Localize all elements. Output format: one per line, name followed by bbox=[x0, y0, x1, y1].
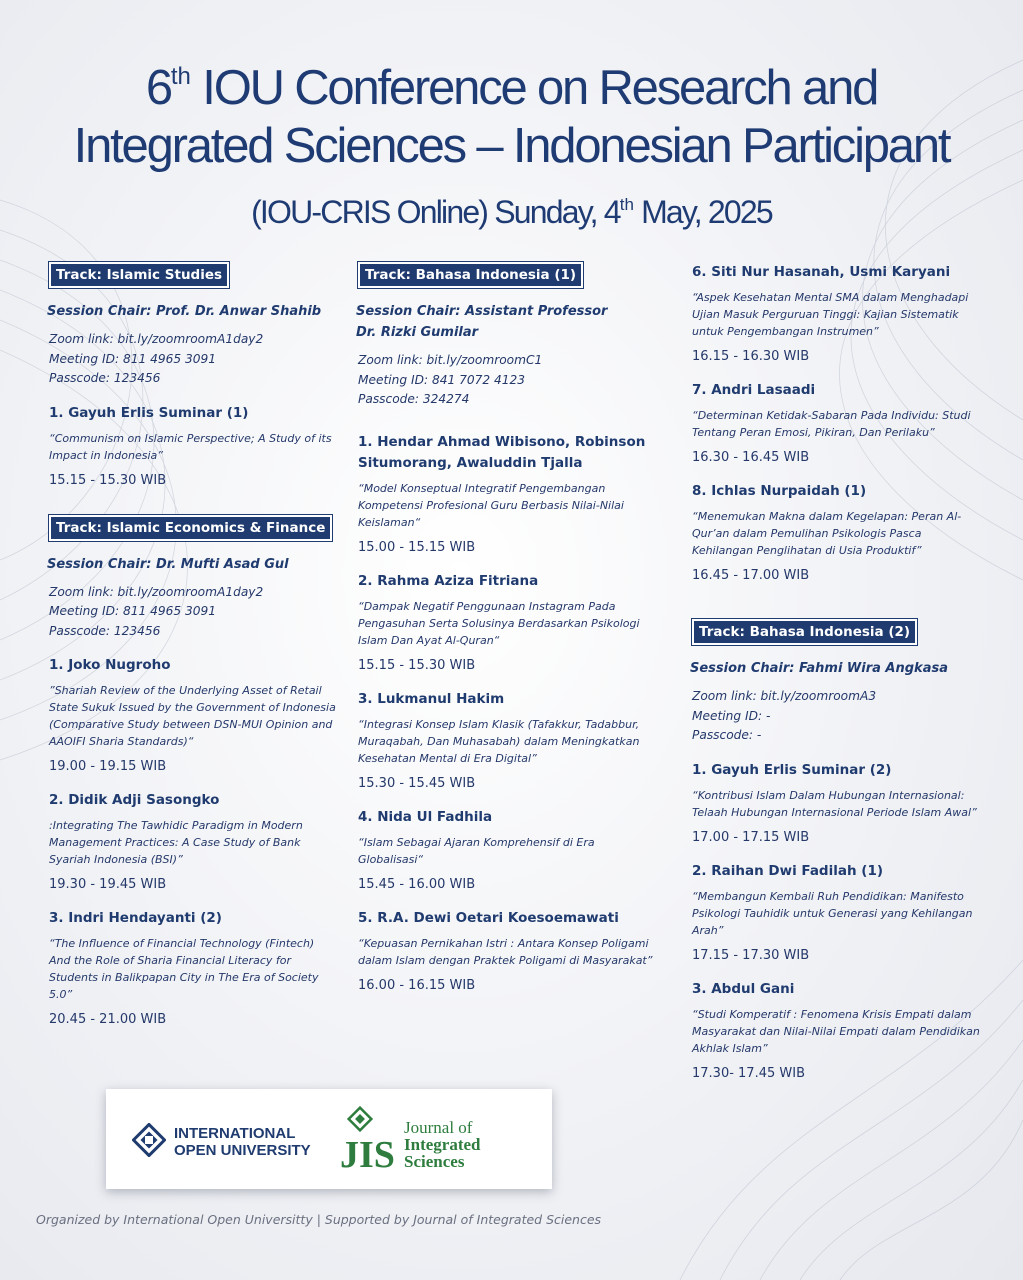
session-chair-line-2: Dr. Rizki Gumilar bbox=[356, 325, 479, 340]
column-3 bbox=[690, 262, 980, 1083]
presenter-name: 5. R.A. Dewi Oetari Koesoemawati bbox=[358, 909, 619, 926]
jis-wordmark-line-2: Integrated bbox=[404, 1135, 481, 1154]
presenter-item bbox=[49, 790, 337, 894]
presenter-name: 7. Andri Lasaadi bbox=[692, 382, 816, 398]
passcode: Passcode: 324274 bbox=[358, 392, 470, 406]
presenter-name: 8. Ichlas Nurpaidah (1) bbox=[692, 483, 867, 499]
presentation-title: “Membangun Kembali Ruh Pendidikan: Manifesto Psikologi Tauhidik untuk Generasi yang Kehilangan Arah” bbox=[692, 889, 973, 937]
presentation-title: “Kepuasan Pernikahan Istri : Antara Konsep Poligami dalam Islam dengan Praktek Poligami di Masyarakat” bbox=[358, 936, 653, 967]
subtitle-superscript: th bbox=[619, 195, 634, 214]
zoom-link[interactable]: Zoom link: bit.ly/zoomroomA3 bbox=[692, 689, 877, 703]
presentation-title: ”Shariah Review of the Underlying Asset of Retail State Sukuk Issued by the Government of Indonesia (Comparative Study between DSN-MUI Opinion and AAOIFI Sharia Standards)“ bbox=[49, 684, 336, 748]
meeting-info bbox=[358, 351, 656, 410]
presentation-time: 15.15 - 15.30 WIB bbox=[358, 657, 476, 673]
presentation-time: 16.00 - 16.15 WIB bbox=[358, 977, 476, 993]
presenter-name: 6. Siti Nur Hasanah, Usmi Karyani bbox=[692, 264, 951, 280]
passcode: Passcode: 123456 bbox=[49, 623, 161, 638]
title-number: 6 bbox=[145, 61, 171, 115]
jis-wordmark-line-1: Journal of bbox=[404, 1118, 473, 1137]
presenter-item bbox=[49, 403, 337, 490]
zoom-link[interactable]: Zoom link: bit.ly/zoomroomA1day2 bbox=[49, 584, 264, 599]
meeting-info bbox=[49, 330, 337, 389]
jis-wordmark-line-3: Sciences bbox=[404, 1152, 465, 1171]
presentation-time: 20.45 - 21.00 WIB bbox=[49, 1012, 167, 1027]
presentation-time: 19.00 - 19.15 WIB bbox=[49, 759, 167, 774]
passcode: Passcode: 123456 bbox=[49, 371, 161, 385]
track-badge-bahasa-indonesia-2: Track: Bahasa Indonesia (2) bbox=[692, 619, 917, 645]
jis-wordmark bbox=[404, 1119, 480, 1170]
presentation-time: 16.30 - 16.45 WIB bbox=[692, 450, 810, 465]
track-badge-islamic-economics: Track: Islamic Economics & Finance bbox=[49, 515, 332, 541]
presentation-title: “Determinan Ketidak-Sabaran Pada Individu: Studi Tentang Peran Emosi, Pikiran, Dan Perilaku” bbox=[692, 409, 971, 439]
iou-wordmark bbox=[174, 1125, 311, 1159]
meeting-info bbox=[49, 583, 337, 642]
page-header bbox=[0, 48, 1023, 232]
presenter-name: 1. Gayuh Erlis Suminar (2) bbox=[692, 761, 892, 778]
session-chair: Session Chair: Fahmi Wira Angkasa bbox=[690, 661, 948, 676]
meeting-id: Meeting ID: 811 4965 3091 bbox=[49, 604, 217, 618]
iou-wordmark-line-1: INTERNATIONAL bbox=[174, 1125, 296, 1142]
presentation-title: “Communism on Islamic Perspective; A Study of its Impact in Indonesia” bbox=[49, 431, 332, 462]
zoom-link[interactable]: Zoom link: bit.ly/zoomroomA1day2 bbox=[49, 332, 264, 346]
presentation-time: 19.30 - 19.45 WIB bbox=[49, 877, 167, 892]
session-chair: Session Chair: Prof. Dr. Anwar Shahib bbox=[47, 304, 322, 319]
presenter-item bbox=[692, 262, 980, 366]
presentation-time: 17.00 - 17.15 WIB bbox=[692, 829, 810, 845]
presentation-time: 17.30- 17.45 WIB bbox=[692, 1065, 805, 1081]
presentation-time: 15.15 - 15.30 WIB bbox=[49, 472, 167, 488]
presenter-name: 2. Didik Adji Sasongko bbox=[49, 792, 220, 808]
presenter-name: 1. Hendar Ahmad Wibisono, Robinson Situmorang, Awaluddin Tjalla bbox=[358, 433, 646, 471]
presenter-name: 4. Nida Ul Fadhila bbox=[358, 808, 493, 825]
presentation-time: 17.15 - 17.30 WIB bbox=[692, 947, 810, 963]
column-2 bbox=[356, 262, 656, 995]
track-badge-bahasa-indonesia-1: Track: Bahasa Indonesia (1) bbox=[358, 262, 583, 288]
iou-emblem-icon bbox=[132, 1123, 166, 1157]
presentation-title: “Islam Sebagai Ajaran Komprehensif di Era Globalisasi“ bbox=[358, 835, 595, 866]
presentation-time: 15.45 - 16.00 WIB bbox=[358, 876, 476, 892]
zoom-link[interactable]: Zoom link: bit.ly/zoomroomC1 bbox=[358, 353, 543, 367]
presentation-title: “Studi Komperatif : Fenomena Krisis Empati dalam Masyarakat dan Nilai-Nilai Empati dalam Pendidikan Akhlak Islam” bbox=[692, 1007, 980, 1055]
footer-credits: Organized by International Open Universitty | Supported by Journal of Integrated Sciences bbox=[36, 1212, 602, 1227]
presenter-item bbox=[692, 481, 980, 585]
title-line-1 bbox=[0, 48, 1023, 117]
presenter-item bbox=[358, 571, 656, 675]
presenter-name: 2. Raihan Dwi Fadilah (1) bbox=[692, 862, 884, 879]
presenter-item bbox=[692, 760, 980, 847]
presentation-title: “Model Konseptual Integratif Pengembangan Kompetensi Profesional Guru Berbasis Nilai-Nilai Keislaman“ bbox=[358, 481, 624, 529]
subtitle-text: (IOU-CRIS Online) Sunday, 4 bbox=[251, 194, 620, 230]
presentation-title: “Integrasi Konsep Islam Klasik (Tafakkur, Tadabbur, Muraqabah, Dan Muhasabah) dalam Meningkatkan Kesehatan Mental di Era Digital” bbox=[358, 717, 640, 765]
presenter-name: 1. Joko Nugroho bbox=[49, 657, 171, 673]
sponsor-logo-panel bbox=[106, 1089, 552, 1189]
presentation-title: “The Influence of Financial Technology (Fintech) And the Role of Sharia Financial Literacy for Students in Balikpapan City in The Era of Society 5.0” bbox=[49, 937, 319, 1001]
presenter-name: 3. Lukmanul Hakim bbox=[358, 690, 505, 707]
presentation-title: :Integrating The Tawhidic Paradigm in Modern Management Practices: A Case Study of Bank Syariah Indonesia (BSI)” bbox=[49, 819, 303, 866]
presenter-item bbox=[358, 689, 656, 793]
presenter-item bbox=[692, 380, 980, 467]
presenter-item bbox=[692, 979, 980, 1083]
track-badge-islamic-studies: Track: Islamic Studies bbox=[49, 262, 229, 288]
presentation-title: “Aspek Kesehatan Mental SMA dalam Menghadapi Ujian Masuk Perguruan Tinggi: Kajian Sistematik untuk Pengembangan Instrumen” bbox=[692, 291, 969, 338]
presentation-time: 15.30 - 15.45 WIB bbox=[358, 775, 476, 791]
presentation-title: “Kontribusi Islam Dalam Hubungan Internasional: Telaah Hubungan Internasional Periode Islam Awal” bbox=[692, 788, 977, 819]
column-1 bbox=[47, 262, 337, 1029]
presenter-item bbox=[692, 861, 980, 965]
presentation-time: 16.15 - 16.30 WIB bbox=[692, 349, 810, 364]
meeting-info bbox=[692, 687, 980, 746]
presenter-name: 1. Gayuh Erlis Suminar (1) bbox=[49, 404, 249, 421]
meeting-id: Meeting ID: 841 7072 4123 bbox=[358, 372, 526, 387]
presenter-name: 3. Abdul Gani bbox=[692, 980, 795, 997]
iou-wordmark-line-2: OPEN UNIVERSITY bbox=[174, 1142, 311, 1159]
jis-emblem-icon bbox=[338, 1105, 402, 1171]
passcode: Passcode: - bbox=[692, 728, 762, 742]
meeting-id: Meeting ID: 811 4965 3091 bbox=[49, 351, 217, 366]
presenter-item bbox=[49, 908, 337, 1029]
presenter-item bbox=[358, 432, 656, 557]
presentation-time: 16.45 - 17.00 WIB bbox=[692, 568, 810, 583]
presentation-title: “Menemukan Makna dalam Kegelapan: Peran Al-Qur’an dalam Pemulihan Psikologis Pasca Kehilangan Penglihatan di Usia Produktif” bbox=[692, 510, 962, 557]
presenter-item bbox=[358, 807, 656, 894]
subtitle-date: May, 2025 bbox=[633, 194, 772, 230]
session-chair: Session Chair: Dr. Mufti Asad Gul bbox=[47, 556, 289, 572]
presenter-item bbox=[358, 908, 656, 995]
meeting-id: Meeting ID: - bbox=[692, 708, 771, 723]
session-chair-line-1: Session Chair: Assistant Professor bbox=[356, 304, 608, 319]
title-text: IOU Conference on Research and bbox=[190, 61, 878, 115]
presenter-name: 3. Indri Hendayanti (2) bbox=[49, 910, 222, 926]
presentation-time: 15.00 - 15.15 WIB bbox=[358, 539, 476, 555]
svg-text:JIS: JIS bbox=[340, 1134, 395, 1171]
title-line-2: Integrated Sciences – Indonesian Participant bbox=[73, 119, 950, 173]
title-superscript: th bbox=[170, 63, 191, 90]
session-chair bbox=[356, 301, 656, 343]
presenter-name: 2. Rahma Aziza Fitriana bbox=[358, 572, 539, 589]
presenter-item bbox=[49, 655, 337, 776]
presentation-title: “Dampak Negatif Penggunaan Instagram Pada Pengasuhan Serta Solusinya Berdasarkan Psikologi Islam Dan Ayat Al-Quran“ bbox=[358, 599, 640, 647]
subtitle-line bbox=[0, 185, 1023, 232]
